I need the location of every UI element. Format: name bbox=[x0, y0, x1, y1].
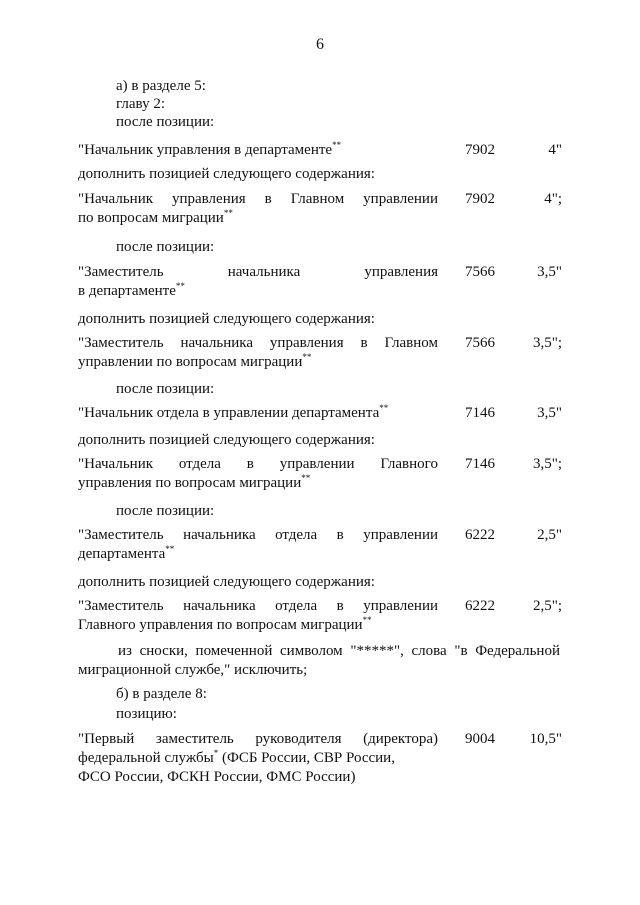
after-position-label: после позиции: bbox=[116, 381, 215, 397]
position-code: 6222 bbox=[465, 598, 495, 614]
position-row-title: "Заместитель начальника управления bbox=[78, 264, 438, 280]
position-row-title-continuation: в департаменте** bbox=[78, 281, 185, 299]
position-code: 7566 bbox=[465, 264, 495, 280]
supplement-label: дополнить позицией следующего содержания: bbox=[78, 574, 375, 590]
page-number: 6 bbox=[316, 36, 324, 53]
chapter-label: главу 2: bbox=[116, 96, 166, 112]
position-rate: 10,5" bbox=[529, 731, 562, 747]
position-label: позицию: bbox=[116, 706, 177, 722]
position-row-title: "Заместитель начальника отдела в управлении bbox=[78, 598, 438, 614]
position-rate: 3,5"; bbox=[532, 335, 562, 351]
position-row-title: "Начальник управления в департаменте** bbox=[78, 140, 342, 158]
position-code: 7902 bbox=[465, 142, 495, 158]
position-row-title-continuation: Главного управления по вопросам миграции** bbox=[78, 615, 372, 633]
supplement-label: дополнить позицией следующего содержания: bbox=[78, 432, 375, 448]
position-rate: 3,5"; bbox=[532, 456, 562, 472]
position-row-title: "Начальник управления в Главном управлении bbox=[78, 191, 438, 207]
position-rate: 3,5" bbox=[537, 264, 562, 280]
position-row-title: "Начальник отдела в управлении департамента** bbox=[78, 403, 389, 421]
after-position-label: после позиции: bbox=[116, 239, 215, 255]
position-code: 7146 bbox=[465, 456, 495, 472]
position-row-title-continuation: ФСО России, ФСКН России, ФМС России) bbox=[78, 769, 356, 785]
position-rate: 3,5" bbox=[537, 405, 562, 421]
position-rate: 2,5"; bbox=[532, 598, 562, 614]
position-row-title: "Заместитель начальника управления в Главном bbox=[78, 335, 438, 351]
position-rate: 4" bbox=[548, 142, 562, 158]
position-code: 7902 bbox=[465, 191, 495, 207]
footnote-paragraph-line1: из сноски, помеченной символом "*****", слова "в Федеральной bbox=[118, 643, 560, 659]
after-position-label: после позиции: bbox=[116, 114, 215, 130]
position-row-title-continuation: управления по вопросам миграции** bbox=[78, 473, 311, 491]
position-row-title-continuation: федеральной службы* (ФСБ России, СВР России, bbox=[78, 748, 395, 766]
footnote-paragraph-line2: миграционной службе," исключить; bbox=[78, 662, 308, 678]
position-code: 6222 bbox=[465, 527, 495, 543]
position-code: 7146 bbox=[465, 405, 495, 421]
position-row-title-continuation: управлении по вопросам миграции** bbox=[78, 352, 312, 370]
position-rate: 4"; bbox=[544, 191, 562, 207]
position-row-title-continuation: департамента** bbox=[78, 544, 175, 562]
position-row-title-continuation: по вопросам миграции** bbox=[78, 208, 233, 226]
position-row-title: "Первый заместитель руководителя (директора) bbox=[78, 731, 438, 747]
position-code: 7566 bbox=[465, 335, 495, 351]
position-code: 9004 bbox=[465, 731, 495, 747]
supplement-label: дополнить позицией следующего содержания: bbox=[78, 166, 375, 182]
position-row-title: "Заместитель начальника отдела в управлении bbox=[78, 527, 438, 543]
position-rate: 2,5" bbox=[537, 527, 562, 543]
after-position-label: после позиции: bbox=[116, 503, 215, 519]
section-b-marker: б) в разделе 8: bbox=[116, 686, 207, 702]
position-row-title: "Начальник отдела в управлении Главного bbox=[78, 456, 438, 472]
supplement-label: дополнить позицией следующего содержания: bbox=[78, 311, 375, 327]
section-a-marker: а) в разделе 5: bbox=[116, 78, 206, 94]
